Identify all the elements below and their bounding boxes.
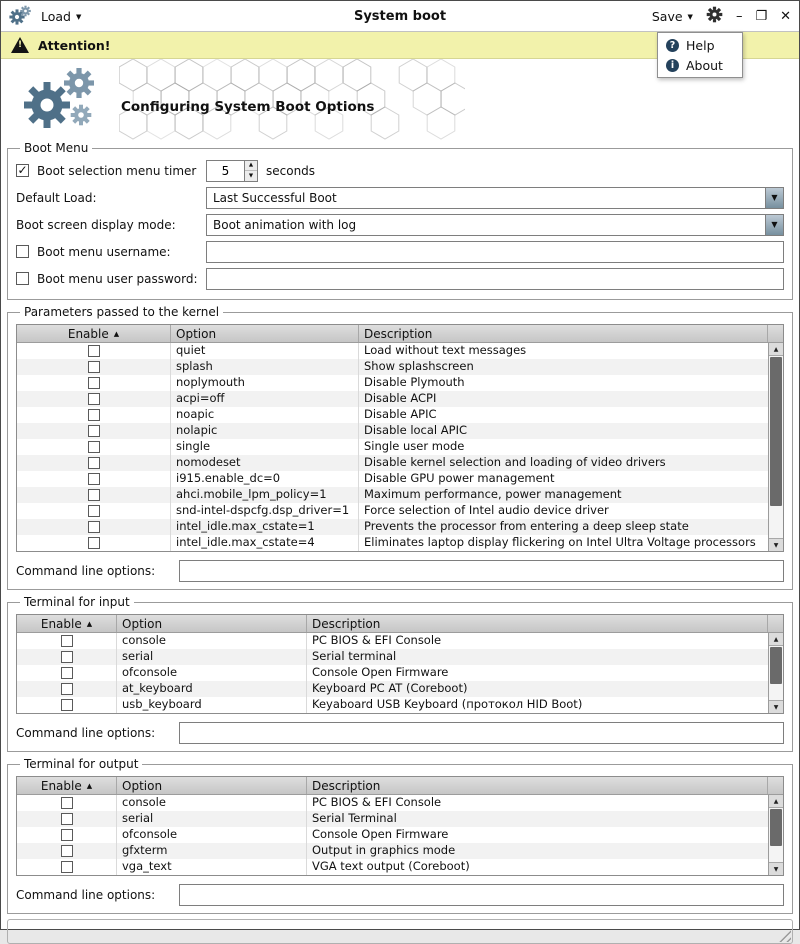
- table-row[interactable]: [17, 843, 768, 859]
- kernel-params-table: [16, 324, 784, 552]
- status-bar: [7, 919, 793, 944]
- enable-checkbox[interactable]: [88, 521, 100, 533]
- column-header-label: Enable: [40, 616, 82, 631]
- header-scrollbar-spacer: [768, 615, 783, 632]
- table-header: [17, 777, 783, 795]
- table-row[interactable]: [17, 795, 768, 811]
- option-cell: ofconsole: [117, 827, 307, 843]
- description-cell: VGA text output (Coreboot): [312, 859, 470, 873]
- enable-checkbox[interactable]: [88, 361, 100, 373]
- app-gears-icon: [9, 5, 31, 28]
- option-cell: i915.enable_dc=0: [171, 471, 359, 487]
- settings-gear-icon[interactable]: [706, 6, 723, 26]
- enable-cell: [17, 487, 171, 503]
- enable-checkbox[interactable]: [61, 829, 73, 841]
- option-cell: ofconsole: [117, 665, 307, 681]
- table-row[interactable]: [17, 827, 768, 843]
- option-cell: serial: [117, 649, 307, 665]
- description-cell: Disable kernel selection and loading of video drivers: [364, 455, 666, 469]
- option-cell: splash: [171, 359, 359, 375]
- maximize-button[interactable]: ❐: [755, 8, 768, 24]
- description-cell: Maximum performance, power management: [364, 487, 622, 501]
- menu-item-help[interactable]: [658, 35, 742, 55]
- enable-checkbox[interactable]: [61, 813, 73, 825]
- column-header-description[interactable]: Description: [359, 325, 768, 342]
- description-cell: Force selection of Intel audio device driver: [364, 503, 609, 517]
- boot-menu-legend: Boot Menu: [24, 141, 89, 155]
- enable-cell: [17, 423, 171, 439]
- table-row[interactable]: [17, 423, 768, 439]
- option-cell: acpi=off: [171, 391, 359, 407]
- kernel-cmdline-input[interactable]: [179, 560, 784, 582]
- enable-cell: [17, 503, 171, 519]
- column-header-option[interactable]: Option: [117, 615, 307, 632]
- timer-unit-label: seconds: [266, 163, 316, 178]
- close-button[interactable]: ✕: [780, 8, 791, 24]
- table-row[interactable]: [17, 649, 768, 665]
- password-label: Boot menu user password:: [37, 271, 198, 286]
- column-header-description[interactable]: Description: [307, 777, 768, 794]
- enable-cell: [17, 519, 171, 535]
- chevron-down-icon: ▼: [687, 13, 693, 21]
- info-icon: i: [666, 59, 679, 72]
- boot-menu-group: [7, 141, 793, 300]
- enable-cell: [17, 681, 117, 697]
- terminal-output-cmdline-input[interactable]: [179, 884, 784, 906]
- default-load-label: Default Load:: [16, 190, 97, 205]
- enable-checkbox[interactable]: [88, 409, 100, 421]
- table-row[interactable]: [17, 391, 768, 407]
- default-load-combobox[interactable]: [206, 187, 784, 209]
- enable-checkbox[interactable]: [88, 473, 100, 485]
- option-cell: console: [117, 795, 307, 811]
- option-cell: intel_idle.max_cstate=4: [171, 535, 359, 551]
- column-header-label: Enable: [67, 326, 109, 341]
- description-cell: Single user mode: [364, 439, 465, 453]
- cmdline-row: [16, 722, 784, 744]
- terminal-input-cmdline-input[interactable]: [179, 722, 784, 744]
- enable-checkbox[interactable]: [88, 393, 100, 405]
- enable-cell: [17, 359, 171, 375]
- table-row[interactable]: [17, 407, 768, 423]
- description-cell: Eliminates laptop display flickering on Intel Ultra Voltage processors: [364, 535, 756, 549]
- cmdline-label: Command line options:: [16, 726, 156, 740]
- description-cell: Disable GPU power management: [364, 471, 555, 485]
- table-row[interactable]: [17, 343, 768, 359]
- scroll-up-button[interactable]: ▲: [769, 633, 783, 646]
- description-cell: Console Open Firmware: [312, 665, 449, 679]
- save-menu-label: Save: [651, 8, 683, 24]
- terminal-input-group: [7, 595, 793, 752]
- description-cell: Load without text messages: [364, 343, 527, 357]
- description-cell: Keyboard PC AT (Coreboot): [312, 681, 468, 695]
- scroll-down-button[interactable]: ▼: [769, 700, 783, 713]
- enable-cell: [17, 375, 171, 391]
- cmdline-row: [16, 560, 784, 582]
- scrollbar-track[interactable]: [769, 356, 783, 538]
- enable-checkbox[interactable]: [88, 489, 100, 501]
- terminal-input-legend: Terminal for input: [24, 595, 130, 609]
- scroll-up-button[interactable]: ▲: [769, 343, 783, 356]
- column-header-enable[interactable]: [17, 615, 117, 632]
- vertical-scrollbar[interactable]: [768, 343, 783, 551]
- option-cell: console: [117, 633, 307, 649]
- resize-grip[interactable]: [778, 929, 791, 942]
- description-cell: Disable ACPI: [364, 391, 437, 405]
- enable-checkbox[interactable]: [88, 345, 100, 357]
- enable-cell: [17, 665, 117, 681]
- display-mode-combobox[interactable]: [206, 214, 784, 236]
- description-cell: Disable APIC: [364, 407, 437, 421]
- description-cell: Show splashscreen: [364, 359, 474, 373]
- table-header: [17, 615, 783, 633]
- password-checkbox[interactable]: [16, 272, 29, 285]
- description-cell: Output in graphics mode: [312, 843, 456, 857]
- enable-cell: [17, 343, 171, 359]
- menu-item-label: About: [686, 57, 723, 73]
- default-load-value: Last Successful Boot: [213, 190, 337, 205]
- titlebar: [1, 1, 799, 32]
- table-row[interactable]: [17, 455, 768, 471]
- enable-checkbox[interactable]: [88, 377, 100, 389]
- header-scrollbar-spacer: [768, 325, 783, 342]
- enable-checkbox[interactable]: [88, 425, 100, 437]
- table-body: [17, 795, 768, 875]
- enable-cell: [17, 827, 117, 843]
- sort-ascending-icon: ▲: [86, 781, 93, 790]
- description-cell: PC BIOS & EFI Console: [312, 633, 442, 647]
- help-icon: ?: [666, 39, 679, 52]
- table-row[interactable]: [17, 859, 768, 875]
- table-row[interactable]: [17, 503, 768, 519]
- description-cell: PC BIOS & EFI Console: [312, 795, 442, 809]
- enable-checkbox[interactable]: [61, 651, 73, 663]
- check-icon: ✓: [17, 163, 28, 177]
- chevron-down-icon: ▼: [771, 193, 778, 202]
- enable-checkbox[interactable]: [61, 845, 73, 857]
- username-input[interactable]: [206, 241, 784, 263]
- window-title: System boot: [353, 8, 447, 24]
- table-header: [17, 325, 783, 343]
- table-row[interactable]: [17, 535, 768, 551]
- cmdline-label: Command line options:: [16, 564, 156, 578]
- enable-cell: [17, 391, 171, 407]
- minimize-button[interactable]: –: [735, 8, 743, 24]
- display-mode-value: Boot animation with log: [213, 217, 357, 232]
- enable-cell: [17, 649, 117, 665]
- username-checkbox[interactable]: [16, 245, 29, 258]
- app-menu-popup: [657, 32, 743, 78]
- enable-checkbox[interactable]: [61, 667, 73, 679]
- scrollbar-thumb[interactable]: [770, 647, 782, 684]
- table-body: [17, 633, 768, 713]
- timer-row: [16, 157, 784, 184]
- table-row[interactable]: [17, 519, 768, 535]
- attention-label: Attention!: [38, 37, 111, 53]
- page-title: Configuring System Boot Options: [121, 99, 375, 115]
- enable-cell: [17, 455, 171, 471]
- gears-logo: [17, 63, 101, 140]
- enable-cell: [17, 811, 117, 827]
- table-row[interactable]: [17, 681, 768, 697]
- description-cell: Console Open Firmware: [312, 827, 449, 841]
- terminal-output-legend: Terminal for output: [24, 757, 139, 771]
- option-cell: at_keyboard: [117, 681, 307, 697]
- terminal-input-table: [16, 614, 784, 714]
- column-header-enable[interactable]: [17, 777, 117, 794]
- chevron-down-icon: ▼: [76, 13, 82, 21]
- vertical-scrollbar[interactable]: [768, 795, 783, 875]
- enable-checkbox[interactable]: [61, 699, 73, 711]
- enable-checkbox[interactable]: [88, 505, 100, 517]
- column-header-option[interactable]: Option: [117, 777, 307, 794]
- password-input[interactable]: [206, 268, 784, 290]
- option-cell: vga_text: [117, 859, 307, 875]
- table-row[interactable]: [17, 375, 768, 391]
- sort-ascending-icon: ▲: [113, 329, 120, 338]
- menu-item-about[interactable]: [658, 55, 742, 75]
- scroll-up-button[interactable]: ▲: [769, 795, 783, 808]
- enable-checkbox[interactable]: [88, 457, 100, 469]
- table-row[interactable]: [17, 811, 768, 827]
- column-header-option[interactable]: Option: [171, 325, 359, 342]
- option-cell: noapic: [171, 407, 359, 423]
- enable-checkbox[interactable]: [88, 537, 100, 549]
- enable-checkbox[interactable]: [61, 635, 73, 647]
- scrollbar-thumb[interactable]: [770, 809, 782, 846]
- option-cell: usb_keyboard: [117, 697, 307, 713]
- enable-checkbox[interactable]: [61, 797, 73, 809]
- option-cell: gfxterm: [117, 843, 307, 859]
- description-cell: Disable Plymouth: [364, 375, 465, 389]
- description-cell: Disable local APIC: [364, 423, 467, 437]
- option-cell: quiet: [171, 343, 359, 359]
- enable-cell: [17, 843, 117, 859]
- spin-down-button[interactable]: ▼: [245, 171, 257, 181]
- username-label: Boot menu username:: [37, 244, 171, 259]
- option-cell: snd-intel-dspcfg.dsp_driver=1: [171, 503, 359, 519]
- terminal-output-group: [7, 757, 793, 914]
- enable-cell: [17, 633, 117, 649]
- option-cell: single: [171, 439, 359, 455]
- option-cell: noplymouth: [171, 375, 359, 391]
- default-load-row: [16, 184, 784, 211]
- description-cell: Serial Terminal: [312, 811, 397, 825]
- option-cell: intel_idle.max_cstate=1: [171, 519, 359, 535]
- table-row[interactable]: [17, 665, 768, 681]
- display-mode-row: [16, 211, 784, 238]
- table-row[interactable]: [17, 471, 768, 487]
- option-cell: ahci.mobile_lpm_policy=1: [171, 487, 359, 503]
- enable-cell: [17, 407, 171, 423]
- scrollbar-track[interactable]: [769, 808, 783, 862]
- display-mode-label: Boot screen display mode:: [16, 217, 176, 232]
- table-body: [17, 343, 768, 551]
- option-cell: nolapic: [171, 423, 359, 439]
- enable-checkbox[interactable]: [88, 441, 100, 453]
- scroll-down-button[interactable]: ▼: [769, 538, 783, 551]
- menu-item-label: Help: [686, 37, 715, 53]
- table-row[interactable]: [17, 487, 768, 503]
- column-header-label: Enable: [40, 778, 82, 793]
- column-header-enable[interactable]: [17, 325, 171, 342]
- enable-checkbox[interactable]: [61, 861, 73, 873]
- save-menu-button[interactable]: [652, 9, 693, 24]
- scrollbar-thumb[interactable]: [770, 357, 782, 506]
- combo-dropdown-button[interactable]: [765, 188, 783, 208]
- username-row: [16, 238, 784, 265]
- warning-icon: !: [11, 37, 29, 53]
- combo-dropdown-button[interactable]: [765, 215, 783, 235]
- option-cell: nomodeset: [171, 455, 359, 471]
- password-row: [16, 265, 784, 292]
- cmdline-label: Command line options:: [16, 888, 156, 902]
- cmdline-row: [16, 884, 784, 906]
- table-row[interactable]: [17, 439, 768, 455]
- timer-spinner[interactable]: [206, 160, 258, 182]
- description-cell: Keyaboard USB Keyboard (протокол HID Boot): [312, 697, 583, 711]
- enable-cell: [17, 795, 117, 811]
- spin-up-button[interactable]: ▲: [245, 161, 257, 172]
- enable-cell: [17, 697, 117, 713]
- enable-cell: [17, 535, 171, 551]
- sort-ascending-icon: ▲: [86, 619, 93, 628]
- table-row[interactable]: [17, 697, 768, 713]
- spinner-buttons: [244, 161, 257, 181]
- description-cell: Serial terminal: [312, 649, 397, 663]
- vertical-scrollbar[interactable]: [768, 633, 783, 713]
- option-cell: serial: [117, 811, 307, 827]
- enable-cell: [17, 439, 171, 455]
- kernel-params-legend: Parameters passed to the kernel: [24, 305, 220, 319]
- titlebar-right: [652, 6, 791, 26]
- timer-label: Boot selection menu timer: [37, 163, 197, 178]
- terminal-output-table: [16, 776, 784, 876]
- enable-cell: [17, 859, 117, 875]
- timer-checkbox[interactable]: [16, 164, 29, 177]
- enable-cell: [17, 471, 171, 487]
- scrollbar-track[interactable]: [769, 646, 783, 700]
- column-header-description[interactable]: Description: [307, 615, 768, 632]
- table-row[interactable]: [17, 359, 768, 375]
- kernel-params-group: [7, 305, 793, 590]
- chevron-down-icon: ▼: [771, 220, 778, 229]
- header-scrollbar-spacer: [768, 777, 783, 794]
- load-menu-button[interactable]: [41, 9, 81, 24]
- table-row[interactable]: [17, 633, 768, 649]
- scroll-down-button[interactable]: ▼: [769, 862, 783, 875]
- load-menu-label: Load: [41, 8, 71, 24]
- enable-checkbox[interactable]: [61, 683, 73, 695]
- description-cell: Prevents the processor from entering a deep sleep state: [364, 519, 689, 533]
